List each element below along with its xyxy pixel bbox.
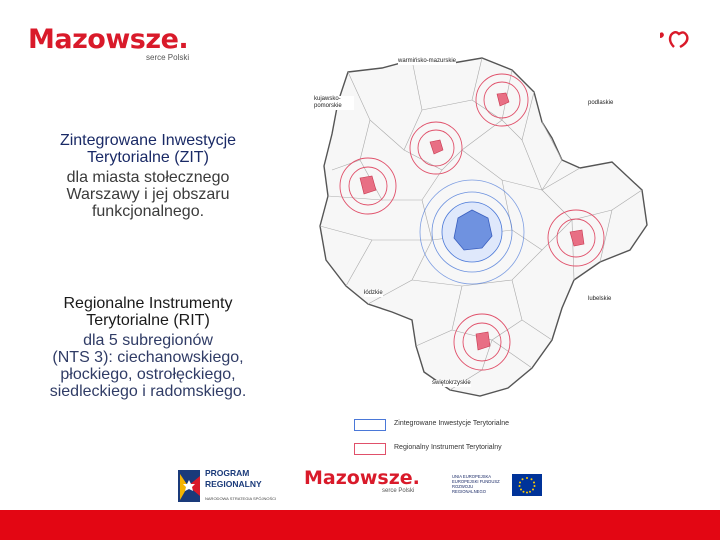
logo-subtitle: serce Polski xyxy=(146,53,190,62)
legend-swatch-zit xyxy=(354,419,386,431)
legend-label-rit: Regionalny Instrument Terytorialny xyxy=(394,444,502,451)
eu-text-line3: ROZWOJU REGIONALNEGO xyxy=(452,484,486,494)
zit-heading-line1: Zintegrowane Inwestycje xyxy=(59,132,237,149)
zit-body-line: funkcjonalnego. xyxy=(91,203,205,220)
program-subtitle: NARODOWA STRATEGIA SPÓJNOŚCI xyxy=(205,496,277,501)
program-title-line1: PROGRAM xyxy=(205,468,250,478)
rit-heading-line1: Regionalne Instrumenty xyxy=(63,295,233,312)
program-star-icon xyxy=(176,466,202,504)
map-legend xyxy=(354,418,594,458)
rit-body-line: siedleckiego i radomskiego. xyxy=(49,383,247,400)
mazowsze-map xyxy=(312,50,664,410)
footer-mazowsze-logo xyxy=(304,468,434,504)
rit-heading-line2: Terytorialne (RIT) xyxy=(86,312,210,329)
neighbour-label-swietokrzyskie: świętokrzyskie xyxy=(432,380,471,386)
neighbour-label-podlaskie: podlaskie xyxy=(588,100,614,106)
rit-body-line: (NTS 3): ciechanowskiego, xyxy=(52,349,244,366)
rit-body-line: dla 5 subregionów xyxy=(83,332,213,349)
mazowsze-logo xyxy=(28,26,228,66)
legend-item-zit xyxy=(354,418,594,432)
rit-body-line: płockiego, ostrołęckiego, xyxy=(60,366,236,383)
footer-logo-subtitle: serce Polski xyxy=(382,488,415,494)
legend-item-rit xyxy=(354,442,594,456)
zit-body-line: dla miasta stołecznego xyxy=(66,169,230,186)
program-title-line2: REGIONALNY xyxy=(205,479,262,489)
zit-heading-line2: Terytorialne (ZIT) xyxy=(87,149,209,166)
neighbour-label-lubelskie: lubelskie xyxy=(588,296,612,302)
eu-text xyxy=(452,474,508,494)
zit-description xyxy=(18,132,278,220)
neighbour-label-lodzkie: łódzkie xyxy=(364,290,383,296)
eu-logo xyxy=(452,474,546,504)
footer-logos xyxy=(176,464,546,508)
eu-flag-icon xyxy=(512,474,542,496)
footer-red-bar xyxy=(0,510,720,540)
legend-swatch-rit xyxy=(354,443,386,455)
neighbour-label-warminsko: warmińsko-mazurskie xyxy=(398,58,457,64)
logo-wordmark: Mazowsze. xyxy=(28,24,189,55)
program-regionalny-logo xyxy=(176,466,296,506)
legend-label-zit: Zintegrowane Inwestycje Terytorialne xyxy=(394,420,510,427)
footer-logo-wordmark: Mazowsze. xyxy=(304,467,420,489)
eu-text-line2: EUROPEJSKI FUNDUSZ xyxy=(452,479,500,484)
zit-body-line: Warszawy i jej obszaru xyxy=(66,186,230,203)
rit-description xyxy=(14,295,282,400)
eu-text-line1: UNIA EUROPEJSKA xyxy=(452,474,492,479)
neighbour-label-kujawsko: kujawsko-pomorskie xyxy=(314,96,354,110)
